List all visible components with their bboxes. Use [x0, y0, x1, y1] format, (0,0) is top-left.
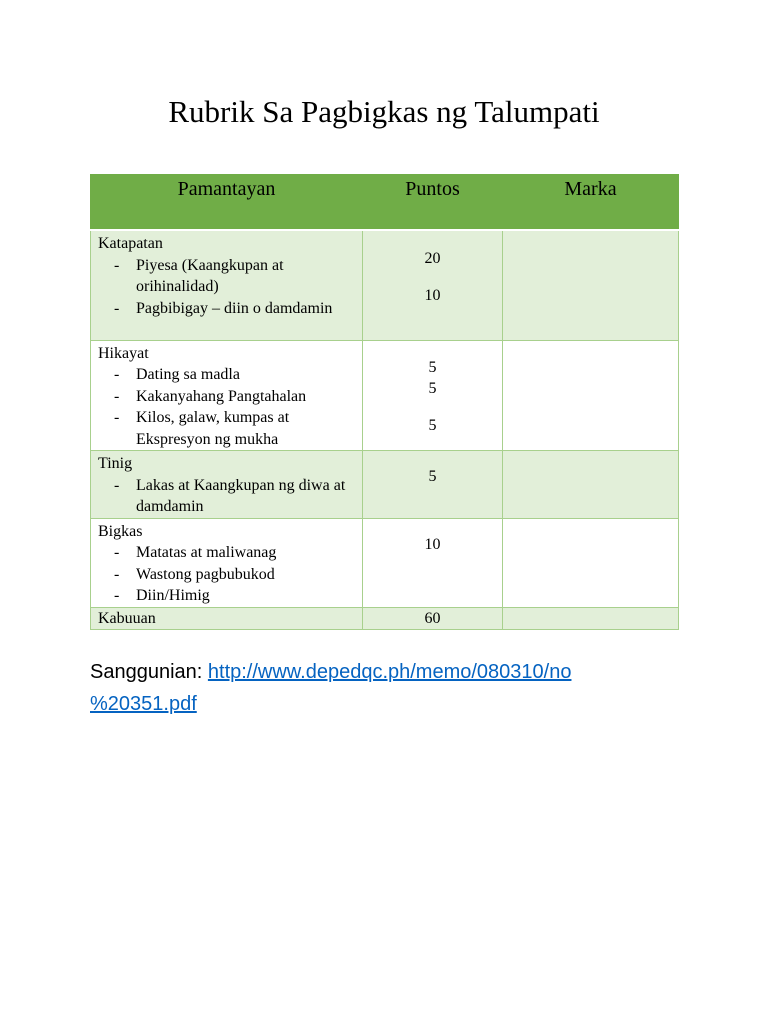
marka-cell[interactable] — [503, 340, 679, 451]
total-points-cell — [363, 607, 503, 630]
table-row — [91, 230, 679, 340]
header-marka: Marka — [503, 175, 679, 231]
criteria-item: - Dating sa madla — [98, 364, 362, 386]
points-cell — [363, 340, 503, 451]
category-label: Hikayat — [98, 344, 149, 362]
criteria-cell — [91, 518, 363, 607]
reference-link-line2: %20351.pdf — [90, 693, 197, 715]
criteria-item: - Pagbibigay – diin o damdamin — [98, 298, 362, 320]
category-label: Bigkas — [98, 522, 143, 540]
table-row — [91, 518, 679, 607]
points-value: 20 — [424, 250, 441, 267]
points-value: 5 — [428, 379, 437, 397]
total-label: Kabuuan — [98, 609, 156, 627]
category-label: Tinig — [98, 455, 133, 472]
criteria-item: - Kakanyahang Pangtahalan — [98, 386, 362, 408]
points-value: 10 — [424, 287, 441, 304]
points-cell — [363, 518, 503, 607]
points-value: 5 — [428, 416, 437, 434]
criteria-item: - Lakas at Kaangkupan ng diwa at damdamin — [98, 475, 362, 518]
criteria-item: - Diin/Himig — [98, 585, 362, 607]
table-row — [91, 451, 679, 519]
total-label-cell — [91, 607, 363, 630]
table-row — [91, 340, 679, 451]
total-points: 60 — [424, 609, 441, 627]
criteria-item: - Piyesa (Kaangkupan at orihinalidad) — [98, 255, 362, 298]
points-value: 5 — [428, 358, 437, 376]
points-value: 10 — [424, 535, 441, 553]
marka-cell[interactable] — [503, 518, 679, 607]
criteria-cell — [91, 230, 363, 340]
criteria-item: - Kilos, galaw, kumpas at Ekspresyon ng mukha — [98, 407, 362, 450]
marka-cell[interactable] — [503, 230, 679, 340]
header-pamantayan: Pamantayan — [91, 175, 363, 231]
page-title: Rubrik Sa Pagbigkas ng Talumpati — [168, 94, 600, 129]
total-row — [91, 607, 679, 630]
points-value: 5 — [428, 468, 437, 485]
points-cell — [363, 451, 503, 519]
total-marka-cell[interactable] — [503, 607, 679, 630]
marka-cell[interactable] — [503, 451, 679, 519]
criteria-cell — [91, 340, 363, 451]
reference-label: Sanggunian: — [90, 661, 203, 683]
points-cell — [363, 230, 503, 340]
criteria-cell — [91, 451, 363, 519]
category-label: Katapatan — [98, 235, 163, 252]
table-header-row — [91, 175, 679, 231]
rubric-table — [90, 174, 679, 630]
header-puntos: Puntos — [363, 175, 503, 231]
reference-link-line1: http://www.depedqc.ph/memo/080310/no — [207, 661, 572, 683]
reference — [90, 656, 690, 720]
criteria-item: - Wastong pagbubukod — [98, 564, 362, 586]
criteria-item: - Matatas at maliwanag — [98, 542, 362, 564]
